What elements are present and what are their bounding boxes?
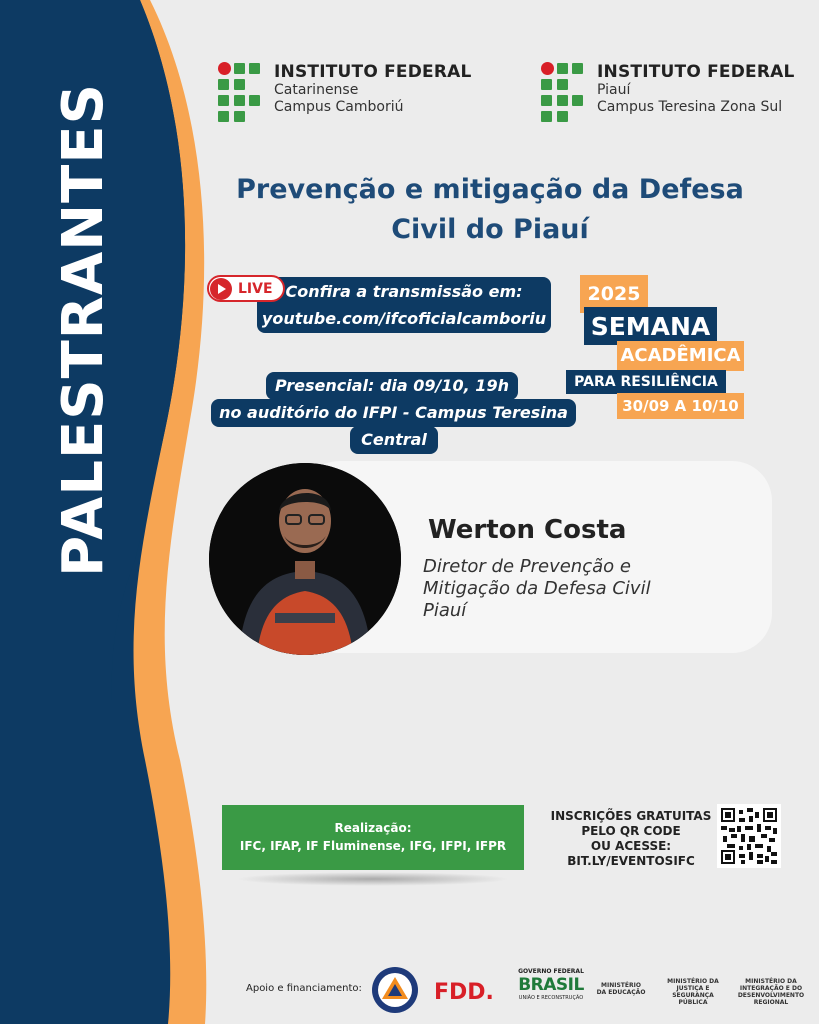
if-grid-icon — [218, 62, 262, 124]
speaker-name: Werton Costa — [428, 515, 627, 545]
defesa-civil-seal-icon — [371, 966, 419, 1018]
gov-brasil-logo — [516, 968, 586, 1001]
inscricoes-line2: PELO QR CODE — [581, 824, 681, 838]
if-grid-icon — [541, 62, 585, 124]
speaker-role-line3: Piauí — [423, 600, 467, 621]
live-badge-label: LIVE — [238, 280, 273, 297]
vertical-title: PALESTRANTES — [51, 83, 116, 577]
logo-institute-name: INSTITUTO FEDERAL — [274, 62, 472, 82]
logo-state: Piauí — [597, 82, 631, 98]
ministerio-integracao: MINISTÉRIO DA INTEGRAÇÃO E DO DESENVOLVIMENTO REGIONAL — [737, 978, 805, 1006]
ministerio-educacao: MINISTÉRIO DA EDUCAÇÃO — [596, 982, 646, 996]
live-info-url[interactable]: youtube.com/ifcoficialcamboriu — [261, 309, 547, 328]
fdd-logo: FDD. — [434, 980, 494, 1005]
qr-code[interactable] — [717, 804, 781, 868]
realizacao-label: Realização: — [334, 821, 412, 835]
live-info-line1: Confira a transmissão em: — [285, 282, 523, 301]
presencial-line2-box — [211, 399, 576, 427]
speaker-role-line1: Diretor de Prevenção e — [423, 556, 631, 577]
logo-ifpi — [541, 62, 795, 124]
speaker-role — [423, 556, 723, 622]
semana-academica: ACADÊMICA — [617, 341, 744, 371]
inscricoes-info — [548, 809, 714, 869]
ministerio-justica: MINISTÉRIO DA JUSTIÇA E SEGURANÇA PÚBLICA — [667, 978, 719, 1006]
presencial-line1-box — [266, 372, 518, 400]
realizacao-orgs: IFC, IFAP, IF Fluminense, IFG, IFPI, IFPR — [239, 839, 507, 853]
event-title-line2: Civil do Piauí — [391, 214, 589, 245]
logo-ifc — [218, 62, 472, 124]
event-title — [200, 170, 780, 250]
inscricoes-link[interactable]: BIT.LY/EVENTOSIFC — [567, 854, 695, 868]
logo-campus: Campus Teresina Zona Sul — [597, 99, 783, 115]
presencial-line2: no auditório do IFPI - Campus Teresina — [219, 403, 568, 422]
play-icon — [210, 278, 232, 300]
presencial-line1: Presencial: dia 09/10, 19h — [275, 376, 509, 395]
gov-top: GOVERNO FEDERAL — [518, 968, 584, 975]
gov-bottom: UNIÃO E RECONSTRUÇÃO — [518, 995, 584, 1001]
live-badge — [207, 275, 285, 302]
event-title-line1: Prevenção e mitigação da Defesa — [236, 174, 744, 205]
semana-label: SEMANA — [584, 307, 717, 345]
logo-state: Catarinense — [274, 82, 359, 98]
speaker-role-line2: Mitigação da Defesa Civil — [423, 578, 651, 599]
semana-year: 2025 — [580, 275, 648, 313]
semana-dates: 30/09 A 10/10 — [617, 393, 744, 419]
apoio-label: Apoio e financiamento: — [246, 983, 362, 994]
logo-institute-name: INSTITUTO FEDERAL — [597, 62, 795, 82]
inscricoes-line1: INSCRIÇÕES GRATUITAS — [550, 809, 712, 823]
logo-campus: Campus Camboriú — [274, 99, 404, 115]
realizacao-box — [222, 805, 524, 870]
inscricoes-line3: OU ACESSE: — [590, 839, 672, 853]
gov-brasil: BRASIL — [518, 975, 584, 995]
realizacao-shadow — [236, 872, 510, 886]
presencial-line3-box — [350, 426, 438, 454]
semana-para-resiliencia: PARA RESILIÊNCIA — [566, 370, 726, 394]
live-info-box — [257, 277, 551, 333]
speaker-photo — [209, 463, 401, 655]
presencial-line3: Central — [361, 430, 427, 449]
